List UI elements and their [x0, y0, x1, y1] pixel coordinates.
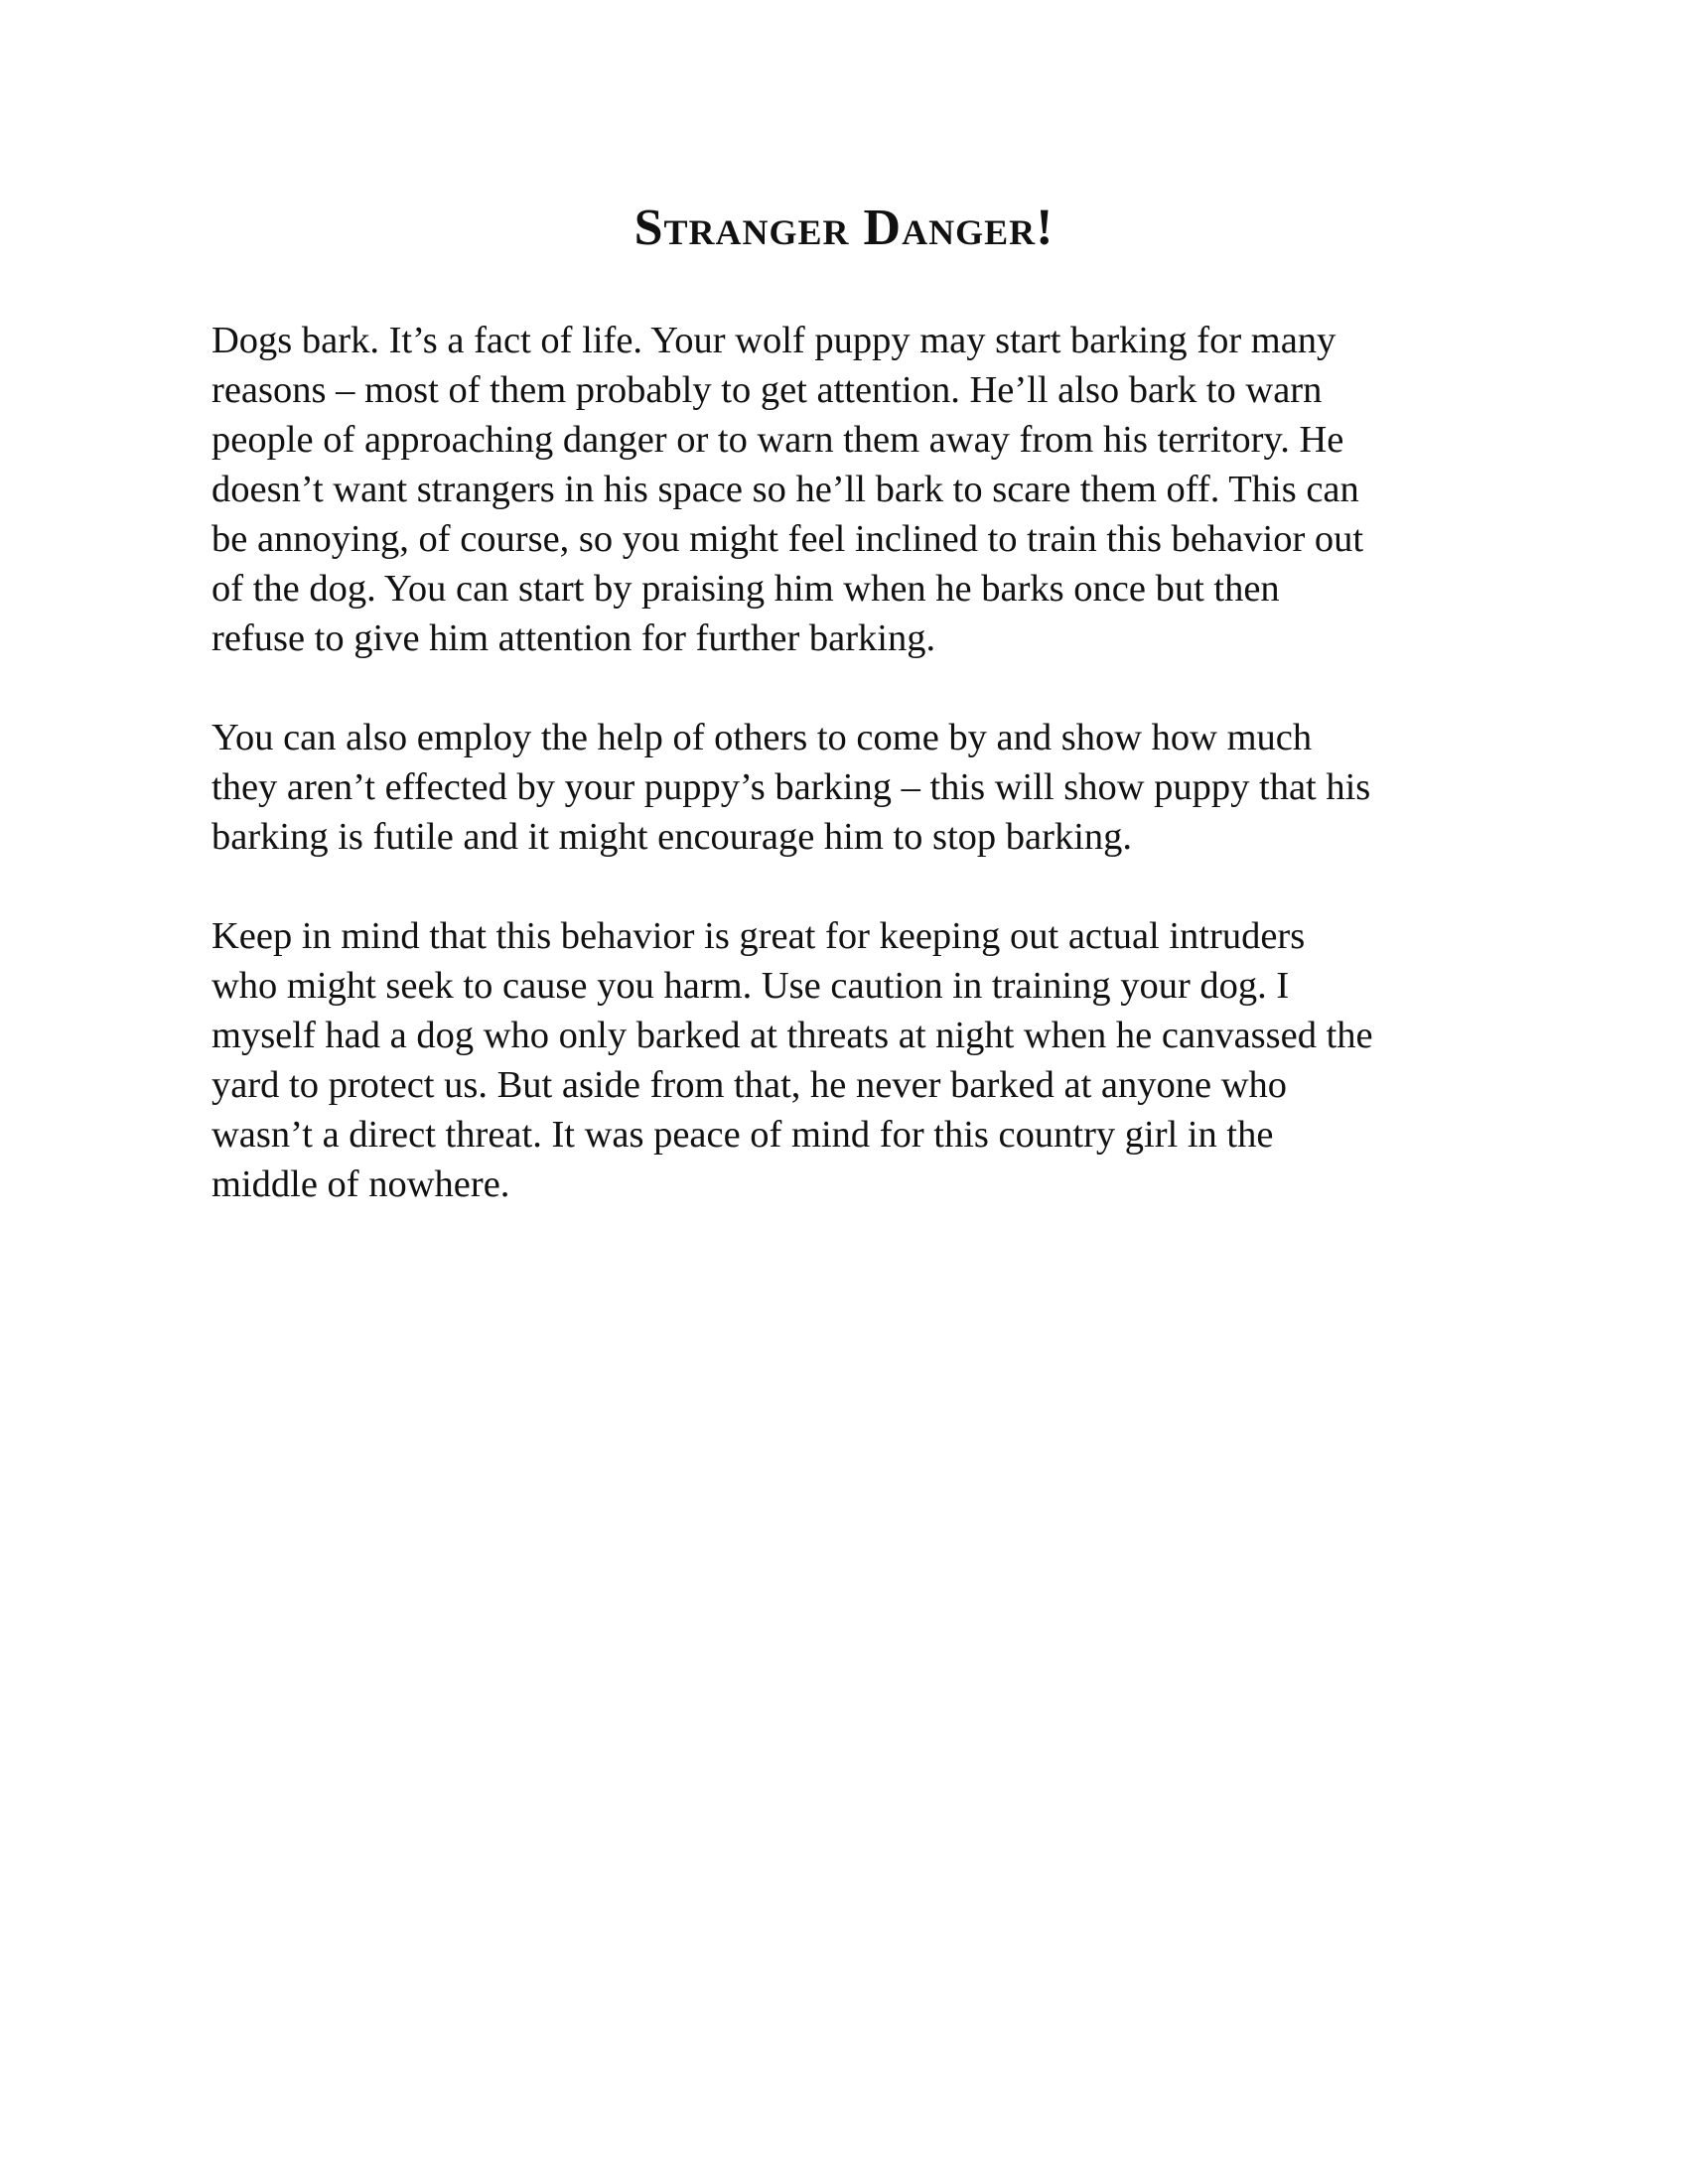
text-line: You can also employ the help of others to come by and show how much — [211, 717, 1313, 758]
text-line: yard to protect us. But aside from that, he never barked at anyone who — [211, 1064, 1288, 1106]
text-line: middle of nowhere. — [211, 1163, 510, 1205]
text-line: of the dog. You can start by praising him when he barks once but then — [211, 568, 1280, 610]
text-line: people of approaching danger or to warn them away from his territory. He — [211, 419, 1344, 461]
paragraph-2 — [211, 713, 1502, 862]
text-line: reasons – most of them probably to get attention. He’ll also bark to warn — [211, 369, 1323, 411]
text-line: refuse to give him attention for further barking. — [211, 617, 936, 659]
text-line: doesn’t want strangers in his space so he’ll bark to scare them off. This can — [211, 469, 1359, 510]
paragraph-3 — [211, 911, 1502, 1209]
body-text — [211, 316, 1502, 1259]
page-title: Stranger Danger! — [633, 200, 1055, 256]
paragraph-1 — [211, 316, 1502, 663]
text-line: barking is futile and it might encourage him to stop barking. — [211, 816, 1133, 858]
text-line: they aren’t effected by your puppy’s barking – this will show puppy that his — [211, 766, 1371, 808]
text-line: Dogs bark. It’s a fact of life. Your wolf puppy may start barking for many — [211, 320, 1336, 361]
text-line: myself had a dog who only barked at threats at night when he canvassed the — [211, 1015, 1373, 1056]
text-line: be annoying, of course, so you might feel inclined to train this behavior out — [211, 518, 1364, 560]
text-line: Keep in mind that this behavior is great for keeping out actual intruders — [211, 915, 1306, 957]
text-line: who might seek to cause you harm. Use caution in training your dog. I — [211, 965, 1290, 1007]
text-line: wasn’t a direct threat. It was peace of mind for this country girl in the — [211, 1114, 1274, 1156]
